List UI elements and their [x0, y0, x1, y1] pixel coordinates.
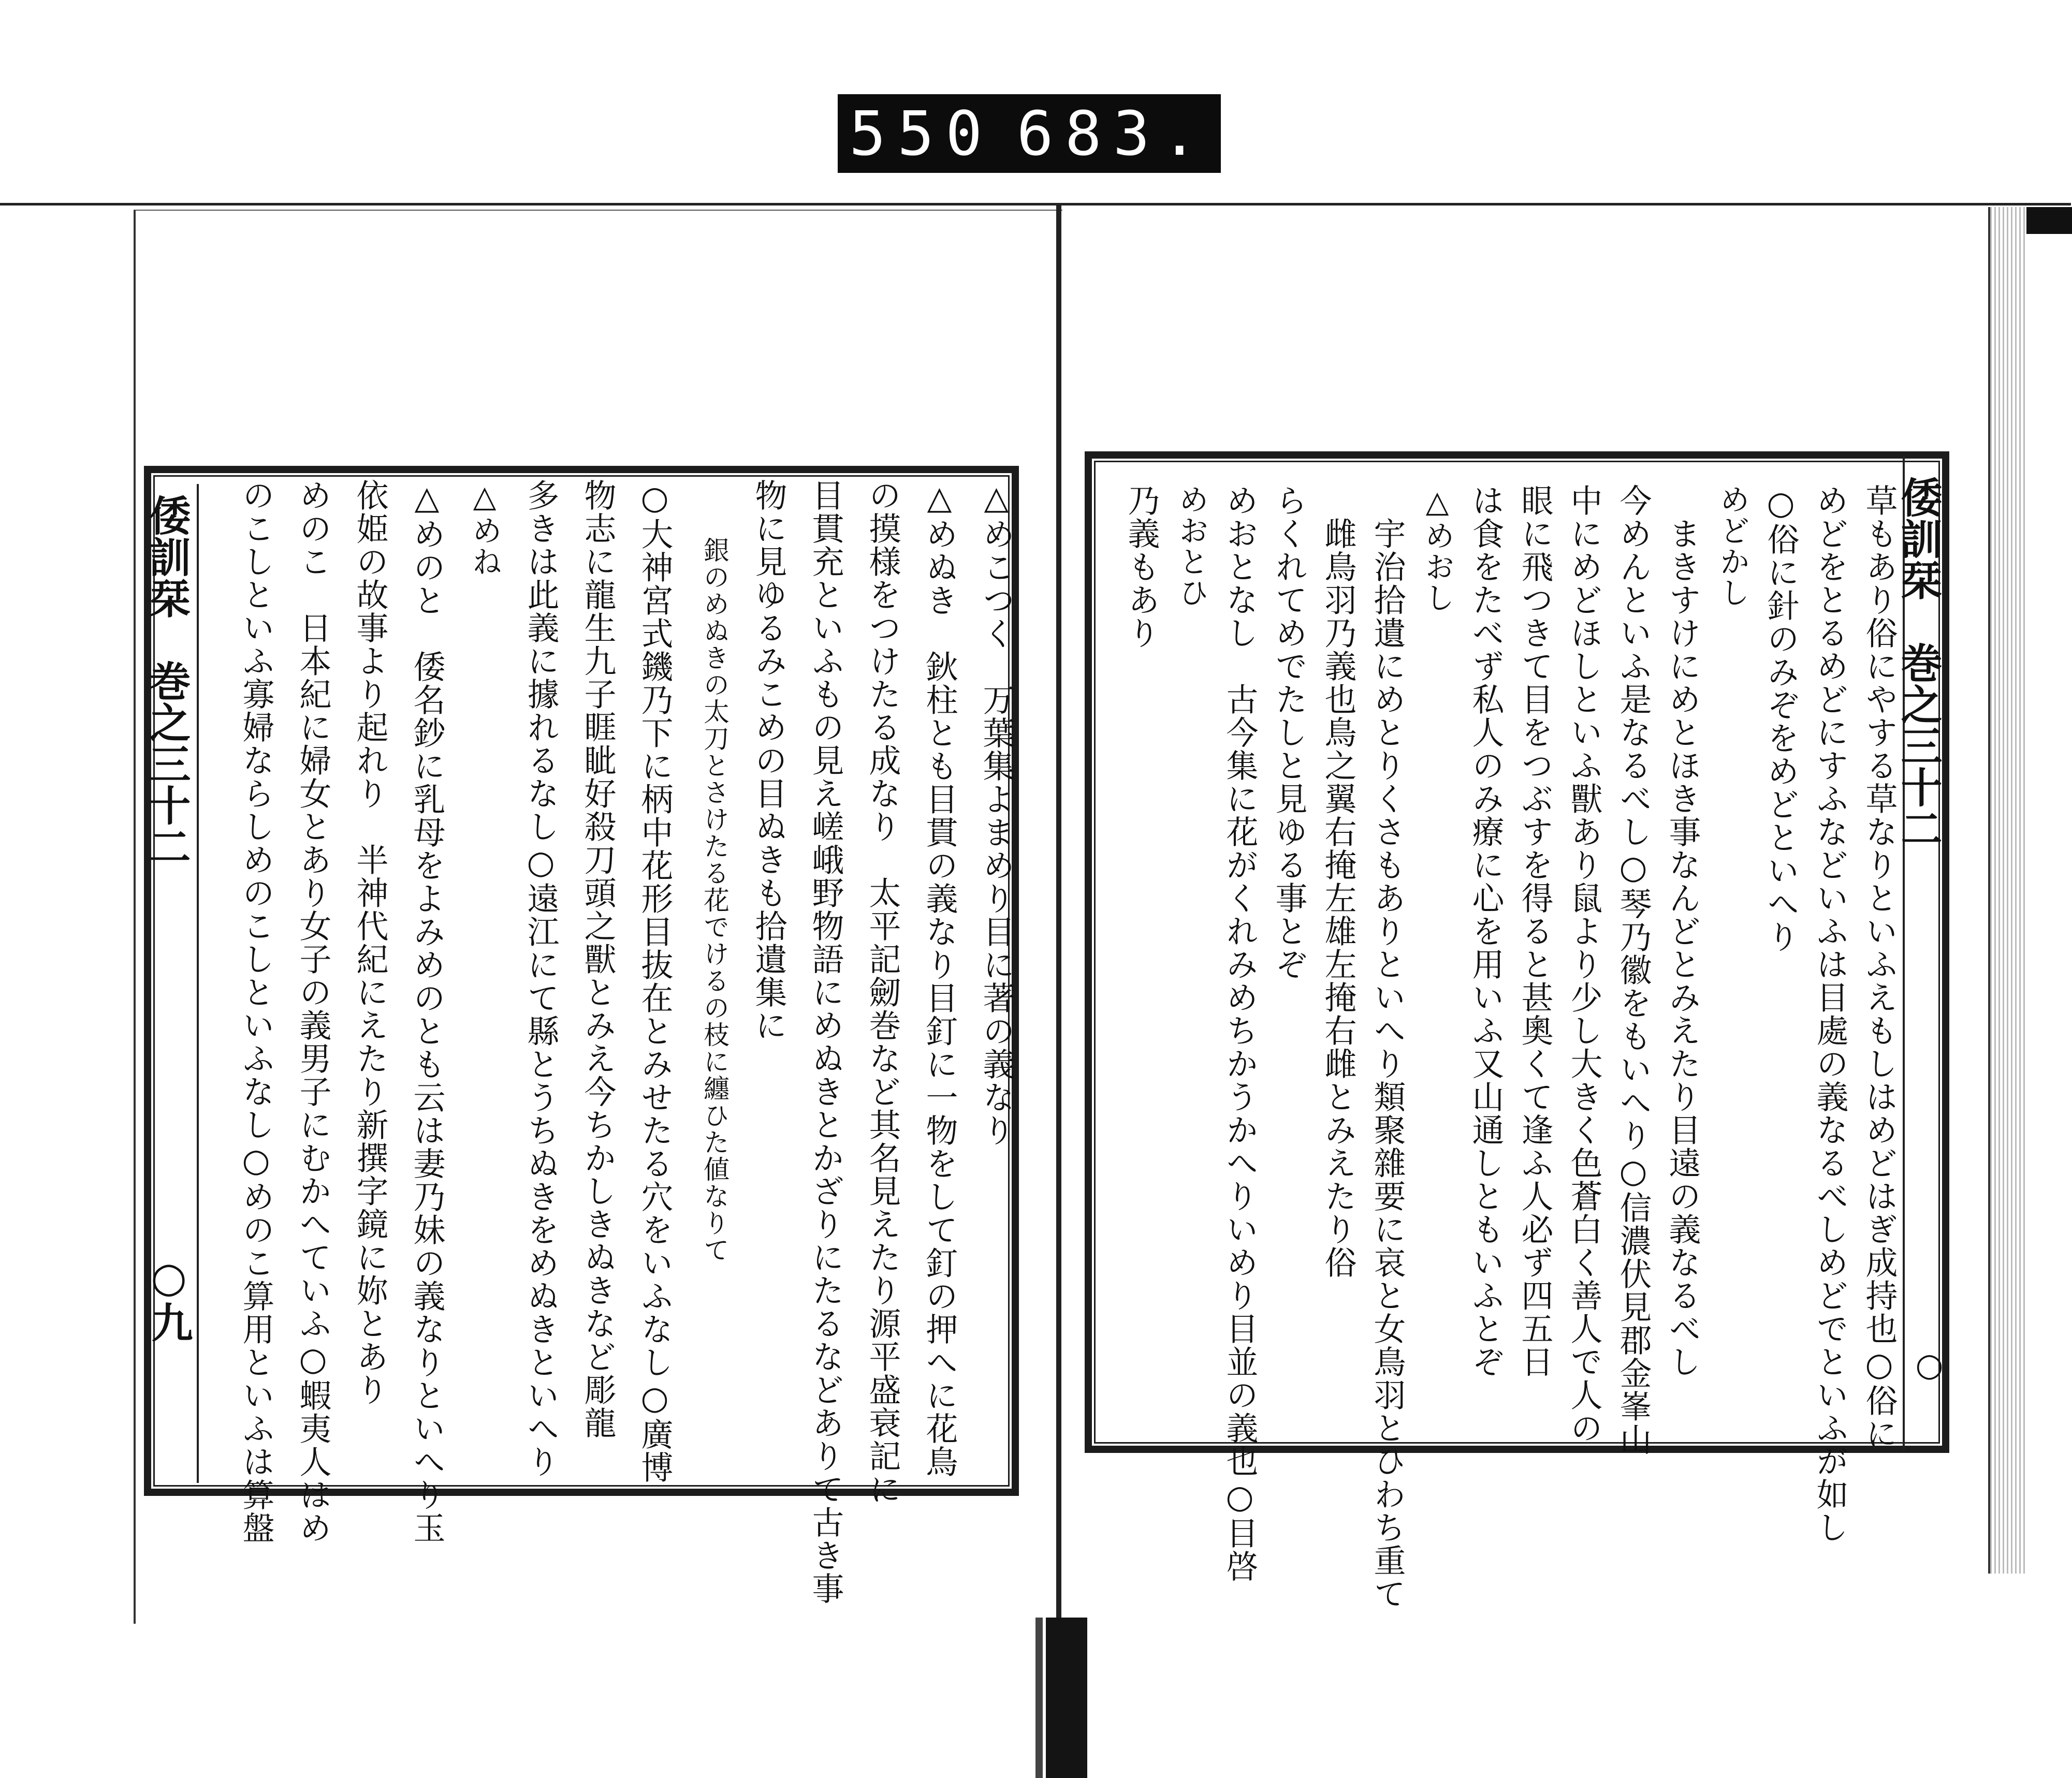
text-column: 物志に龍生九子睚眦好殺刀頭之獸とみえ今ちかしきぬきなど彫龍 — [579, 479, 617, 1439]
text-column: の摸様をつけたる成なり 太平記劒巻など其名見えたり源平盛衰記に — [864, 479, 901, 1506]
text-column: △めのと 倭名鈔に乳母をよみめのとも云は妻乃妹の義なりといへり玉 — [408, 479, 446, 1545]
text-column: 目貫充といふもの見え嵯峨野物語にめぬきとかざりにたるなどありて古き事 — [807, 479, 844, 1605]
text-column: まきすけにめとほき事なんどとみえたり目遠の義なるべし — [1664, 484, 1701, 1378]
text-column: △めこつく 万葉集よまめり目に著の義なり — [977, 479, 1015, 1147]
left-page-text — [207, 479, 1015, 1605]
entry-heading: めどかし — [1715, 484, 1750, 608]
entry-heading: △めね — [467, 479, 502, 577]
book-gutter-shadow — [1035, 1618, 1043, 1778]
page-edge-stack — [1988, 207, 2026, 1574]
right-margin-title: 倭訓栞 巻之三十二 — [1903, 455, 1948, 1449]
right-page-text — [1108, 484, 1898, 1610]
text-column: 中にめどほしといふ獸あり鼠より少し大きく色蒼白く善人で人の — [1565, 484, 1603, 1445]
entry-heading: めおとひ — [1174, 484, 1209, 608]
entry-heading: △めおし — [1420, 484, 1455, 613]
accession-label — [838, 94, 1221, 173]
text-column: 物に見ゆるみこめの目ぬきも拾遺集に — [750, 479, 787, 1042]
left-page-number: ○九 — [144, 1253, 193, 1343]
text-column: 依姫の故事より起れり 半神代紀にえたり新撰字鏡に妳とあり — [351, 479, 389, 1406]
book-spine-block — [1046, 1618, 1087, 1778]
text-column: ○大神宮式鐖乃下に柄中花形目抜在とみせたる穴をいふなし○廣博 — [636, 479, 674, 1484]
text-column: 雌鳥羽乃義也鳥之翼右掩左雄左掩右雌とみえたり俗 — [1319, 484, 1357, 1279]
text-column: めのこ 日本紀に婦女とあり女子の義男子にむかへていふ○蝦夷人はめ — [294, 479, 332, 1545]
text-column: ○俗に針のみぞをめどといへり — [1762, 484, 1800, 953]
text-column: 今めんといふ是なるべし○琴乃徽をもいへり○信濃伏見郡金峯山 — [1614, 484, 1652, 1456]
right-page-number: ○ — [1910, 1346, 1948, 1384]
text-column: △めぬき 鈥柱とも目貫の義なり目釘に一物をして釘の押へに花鳥 — [921, 479, 958, 1478]
text-column: めどをとるめどにすふなどいふは目處の義なるべしめどでといふが如し — [1811, 484, 1849, 1544]
text-column: のこしといふ寡婦ならしめのこしといふなし○めのこ算用といふは算盤 — [237, 479, 275, 1545]
text-column: 眼に飛つきて目をつぶすを得ると甚奧くて逢ふ人必ず四五日 — [1516, 484, 1554, 1378]
text-column: 宇治拾遺にめとりくさもありといへり類聚雜要に哀と女鳥羽とひわち重て — [1368, 484, 1406, 1610]
text-column: 草もあり俗にやする草なりといふえもしはめどはぎ成持也○俗に — [1860, 484, 1898, 1450]
text-column: めおとなし 古今集に花がくれみめちかうかへりいめり目並の義也○目啓 — [1221, 484, 1259, 1583]
text-column: 多きは此義に據れるなし○遠江にて縣とうちぬきをめぬきといへり — [522, 479, 560, 1478]
text-column: 乃義もあり — [1122, 484, 1160, 650]
text-column: らくれてめでたしと見ゆる事とぞ — [1270, 484, 1308, 981]
text-column: は食をたべず私人のみ療に心を用いふ又山通しともいふとぞ — [1467, 484, 1505, 1378]
text-column: 銀のめぬきの太刀とさけたる花でけるの枝に纏ひた値なりて — [699, 510, 729, 1263]
accession-number-left: 550 — [849, 98, 994, 169]
left-margin-title: 倭訓栞 巻之三十二 — [153, 484, 199, 1483]
book-gutter — [1056, 204, 1061, 1625]
accession-number-right: 683. — [1016, 98, 1209, 169]
